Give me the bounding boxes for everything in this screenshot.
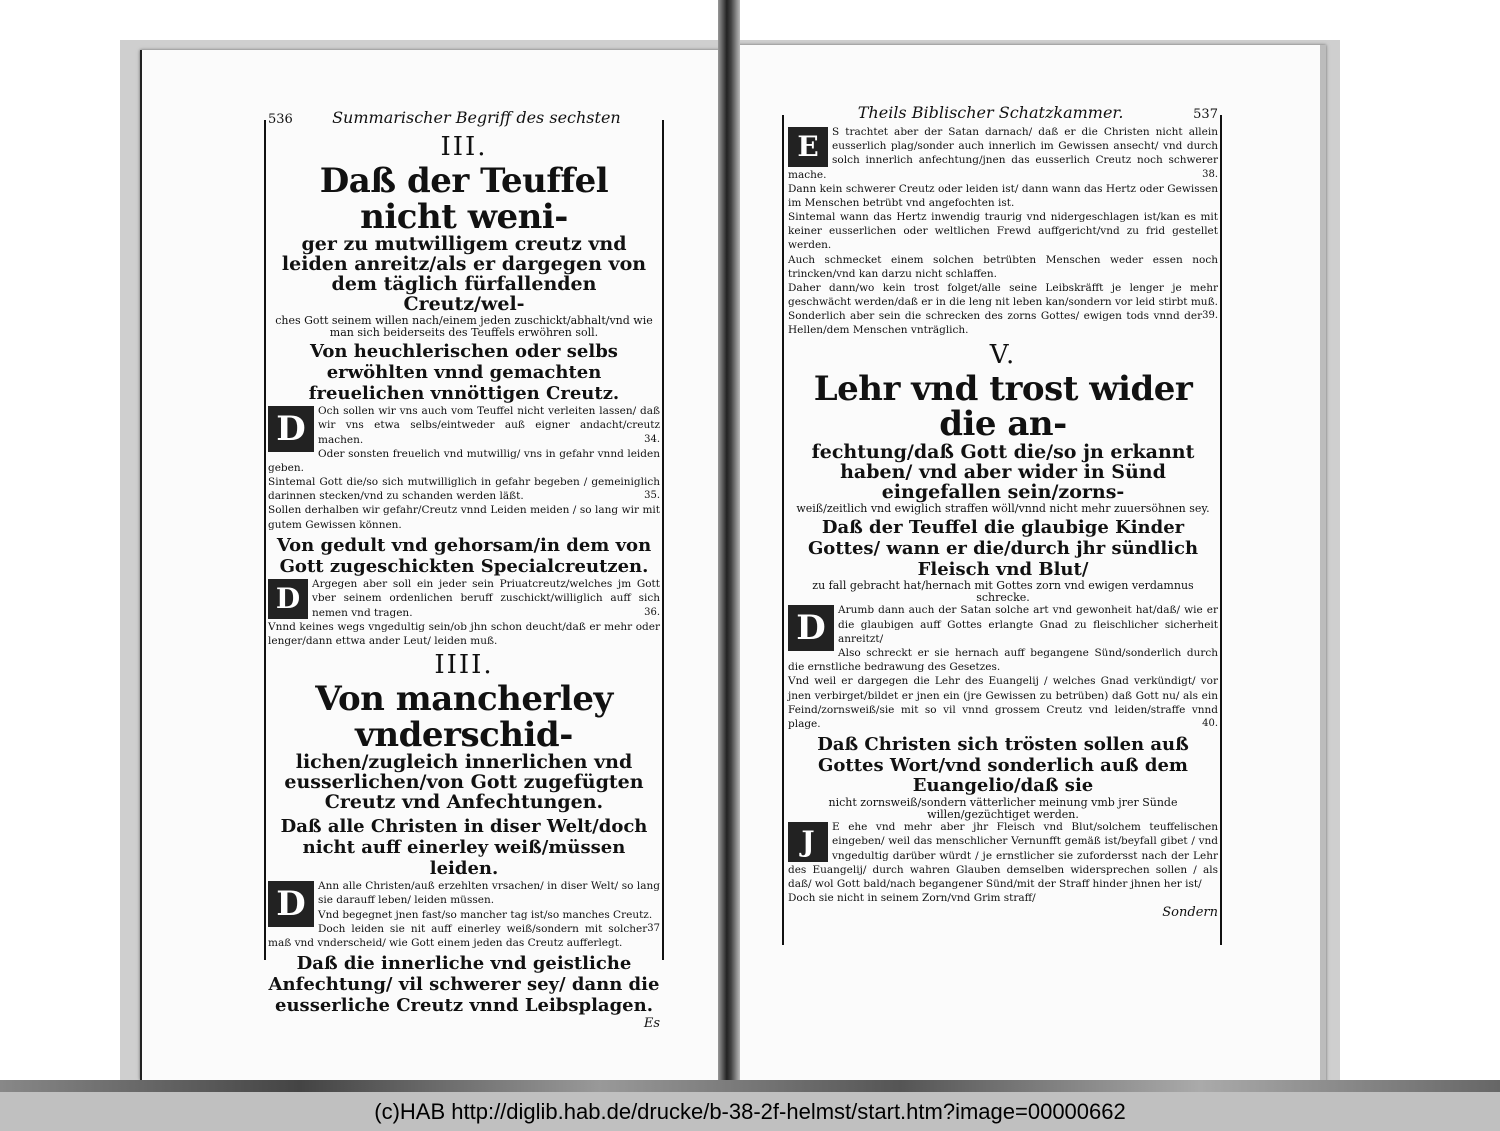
heading2-large: Von mancherley vnderschid- (315, 679, 613, 755)
paragraph: Sintemal Gott die/so sich mutwilliglich in gefahr begeben / gemeiniglich darinnen stecken/vnd zu schanden werden läßt. (268, 476, 660, 503)
heading-small: weiß/zeitlich vnd ewiglich straffen wöll/vnnd nicht mehr zuuersöhnen sey. (796, 501, 1210, 515)
decorated-initial: D (268, 579, 308, 619)
right-text-column (788, 103, 1218, 920)
paragraph: Daher dann/wo kein trost folget/alle seine Leibskräfft je lenger je mehr geschwächt werden/daß er in die leng nit leben kan/sondern vor leid stirbt muß. (788, 281, 1218, 309)
section-number-v: V. (989, 339, 1017, 370)
copyright-footer: (c)HAB http://diglib.hab.de/drucke/b-38-2f-helmst/start.htm?image=00000662 (0, 1092, 1500, 1131)
body-block-1 (268, 404, 660, 532)
left-running-head (268, 108, 660, 130)
paragraph: Och sollen wir vns auch vom Teuffel nicht verleiten lassen/ daß wir vns etwa selbs/eintweder auß eigner andacht/creutz machen. (318, 405, 660, 446)
paragraph: Vnnd keines wegs vngedultig sein/ob jhn schon deucht/daß er mehr oder lenger/dann ettwa ander Leut/ leiden muß. (268, 620, 660, 647)
paragraph: Doch leiden sie nit auff einerley weiß/sondern mit solcher maß vnd vnderscheid/ wie Gott einem jeden das Creutz aufferlegt. (268, 922, 648, 949)
body-block-r2 (788, 603, 1218, 731)
right-catchword: Sondern (1162, 905, 1218, 921)
right-running-title: Theils Biblischer Schatzkammer. (857, 103, 1124, 122)
decorated-initial: D (788, 605, 834, 651)
decorated-initial: E (788, 127, 828, 167)
scan-edge (0, 1080, 1500, 1092)
margin-number: 38. (1202, 168, 1218, 180)
heading2-mid: lichen/zugleich innerlichen vnd eusserlichen/von Gott zugefügten Creutz vnd Anfechtungen. (284, 751, 644, 814)
right-page (728, 45, 1326, 1085)
paragraph: Sintemal wann das Hertz inwendig traurig vnd nidergeschlagen ist/kan es mit keiner eusserlichen oder weltlichen Frewd auffgericht/vnd zu frid gestellet werden. (788, 211, 1218, 252)
paragraph: Sollen derhalben wir gefahr/Creutz vnnd Leiden meiden / so lang wir mit gutem Gewissen können. (268, 504, 660, 531)
subheading-alle-christen: Daß alle Christen in diser Welt/doch nicht auff einerley weiß/müssen leiden. (280, 816, 648, 879)
margin-number: 34. (644, 433, 660, 445)
body-block-3 (268, 879, 660, 950)
decorated-initial: J (788, 822, 828, 862)
paragraph: E ehe vnd mehr aber jhr Fleisch vnd Blut/solchem teuffelischen eingeben/ weil das menschlicher Vernunfft gemäß ist/beyfall gibet / vnd vngedultig darüber würdt / je ernstlicher sie zufordersst nach der Lehr des Euangelij/ durch wahren Glauben demselben widersprechen sollen / als daß/ wol Gott bald/nach begangener Sünd/mit der Straff hinder jhnen her ist/ (788, 821, 1218, 890)
margin-number: 40. (1202, 717, 1218, 729)
subheading-teuffel: Daß der Teuffel die glaubige Kinder Gottes/ wann er die/durch jhr sündlich Fleisch vnd Blut/ (807, 517, 1199, 580)
heading-large: Lehr vnd trost wider die an- (813, 368, 1193, 445)
book-gutter (718, 0, 740, 1080)
paragraph: S trachtet aber der Satan darnach/ daß er die Christen nicht allein eusserlich plag/sonder auch innerlich im Gewissen ansecht/ vnd durch solch innerlich anfechtung/jnen das eusserlich Creutz noch schwerer mache. (788, 126, 1218, 181)
margin-number: 39. (1202, 310, 1218, 322)
subheading-trost: Daß Christen sich trösten sollen auß Gottes Wort/vnd sonderlich auß dem Euangelio/daß sie (817, 734, 1189, 797)
paragraph: Oder sonsten freuelich vnd mutwillig/ vns in gefahr vnnd leiden geben. (268, 447, 660, 474)
body-block-2 (268, 577, 660, 648)
subheading-gedult: Von gedult vnd gehorsam/in dem von Gott zugeschickten Specialcreutzen. (276, 534, 652, 577)
left-text-column (268, 108, 660, 1031)
heading-small: ches Gott seinem willen nach/einem jeden zuschickt/abhalt/vnd wie man sich beiderseits des Teuffels erwöhren soll. (275, 314, 653, 339)
heading-mid: ger zu mutwilligem creutz vnd leiden anreitz/als er dargegen von dem täglich fürfallenden Creutz/wel- (281, 233, 647, 316)
heading-mid: fechtung/daß Gott die/so jn erkannt haben/ vnd aber wider in Sünd eingefallen sein/zorns- (811, 440, 1195, 503)
left-page-number: 536 (268, 112, 293, 127)
right-running-head (788, 103, 1218, 125)
subheading-trost-small: nicht zornsweiß/sondern vätterlicher meinung vmb jrer Sünde willen/gezüchtiget werden. (828, 796, 1178, 821)
paragraph: Vnd begegnet jnen fast/so mancher tag ist/so manches Creutz. (318, 908, 653, 921)
decorated-initial: D (268, 406, 314, 452)
paragraph: Auch schmecket einem solchen betrübten Menschen weder essen noch trincken/vnd kan darzu nicht schlaffen. (788, 253, 1218, 280)
right-page-number: 537 (1193, 107, 1218, 122)
paragraph: Argegen aber soll ein jeder sein Priuatcreutz/welches jm Gott vber seinem ordenlichen beruff zuschickt/williglich auff sich nemen vnd tragen. (312, 578, 660, 619)
section-number-iiii: IIII. (434, 650, 494, 681)
body-block-r1 (788, 125, 1218, 338)
subheading-teuffel-small: zu fall gebracht hat/hernach mit Gottes zorn vnd ewigen verdamnus schrecke. (812, 579, 1194, 604)
paragraph: Also schreckt er sie hernach auff begangene Sünd/sonderlich durch die ernstliche bedrawung des Gesetzes. (788, 646, 1218, 674)
paragraph: Dann kein schwerer Creutz oder leiden ist/ dann wann das Hertz oder Gewissen im Menschen betrübt vnd angefochten ist. (788, 182, 1218, 209)
paragraph: Arumb dann auch der Satan solche art vnd gewonheit hat/daß/ wie er die glaubigen auff Gottes erlangte Gnad zu fleischlicher sicherheit anreitzt/ (838, 604, 1218, 645)
left-running-title: Summarischer Begriff des sechsten (332, 108, 621, 127)
subheading-innerliche: Daß die innerliche vnd geistliche Anfechtung/ vil schwerer sey/ dann die eusserliche Creutz vnnd Leibsplagen. (268, 953, 660, 1016)
margin-number: 35. (644, 490, 660, 502)
paragraph: Sonderlich aber sein die schrecken des zorns Gottes/ ewigen tods vnnd der Hellen/dem Menschen vnträglich. (788, 310, 1203, 337)
body-block-r3 (788, 820, 1218, 905)
paragraph: Doch sie nicht in seinem Zorn/vnd Grim straff/ (788, 892, 1036, 905)
left-catchword: Es (643, 1016, 660, 1032)
margin-number: 36. (644, 606, 660, 618)
decorated-initial: D (268, 881, 314, 927)
margin-number: 37 (647, 922, 660, 934)
subheading-heuchlerisch: Von heuchlerischen oder selbs erwöhlten vnnd gemachten freuelichen vnnöttigen Creutz. (308, 341, 620, 404)
paragraph: Ann alle Christen/auß erzehlten vrsachen/ in diser Welt/ so lang sie darauff leben/ leiden müssen. (318, 880, 660, 907)
heading-large: Daß der Teuffel nicht weni- (319, 161, 609, 237)
section-number-iii: III. (440, 132, 488, 162)
paragraph: Vnd weil er dargegen die Lehr des Euangelij / welches Gnad verkündigt/ vor jnen verbirget/bildet er jnen ein (jre Gewissen zu betrüben) daß Gott nu/ als ein Feind/zornsweiß/sie mit so vil vnnd grossem Creutz vnd leiden/straffe vnnd plage. (788, 675, 1218, 730)
left-page (140, 50, 722, 1080)
